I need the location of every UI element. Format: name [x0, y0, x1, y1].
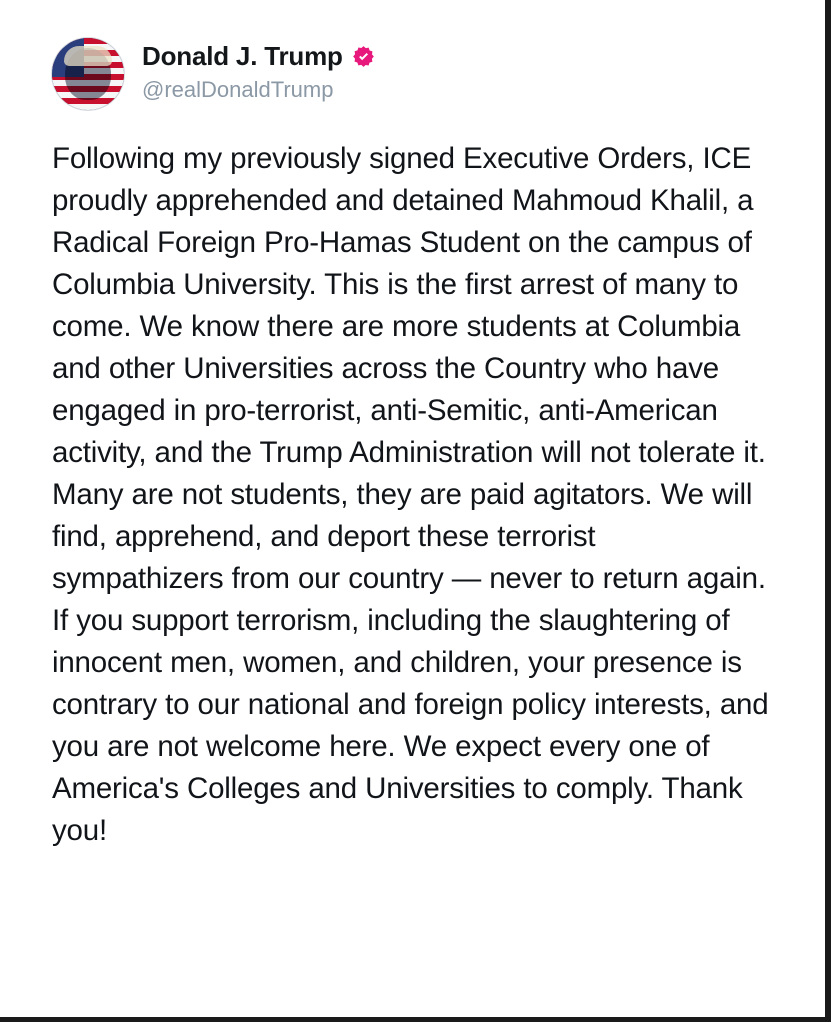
avatar[interactable] — [52, 38, 124, 110]
bottom-edge-strip — [0, 1017, 831, 1022]
author-display-name[interactable]: Donald J. Trump — [142, 41, 343, 71]
author-block — [142, 38, 375, 103]
post-header — [52, 38, 773, 110]
post-text: Following my previously signed Executive Orders, ICE proudly apprehended and detained Mahmoud Khalil, a Radical Foreign Pro-Hamas Student on the campus of Columbia University. This is the first arrest of many to come. We know there are more students at Columbia and other Universities across the Country who have engaged in pro-terrorist, anti-Semitic, anti-American activity, and the Trump Administration will not tolerate it. Many are not students, they are paid agitators. We will find, apprehend, and deport these terrorist sympathizers from our country — never to return again. If you support terrorism, including the slaughtering of innocent men, women, and children, your presence is contrary to our national and foreign policy interests, and you are not welcome here. We expect every one of America's Colleges and Universities to comply. Thank you! — [52, 142, 769, 847]
verified-badge-icon — [352, 45, 375, 68]
right-edge-strip — [825, 0, 831, 1022]
avatar-hair — [64, 46, 112, 66]
display-name-row — [142, 42, 375, 72]
author-handle[interactable]: @realDonaldTrump — [142, 76, 334, 102]
